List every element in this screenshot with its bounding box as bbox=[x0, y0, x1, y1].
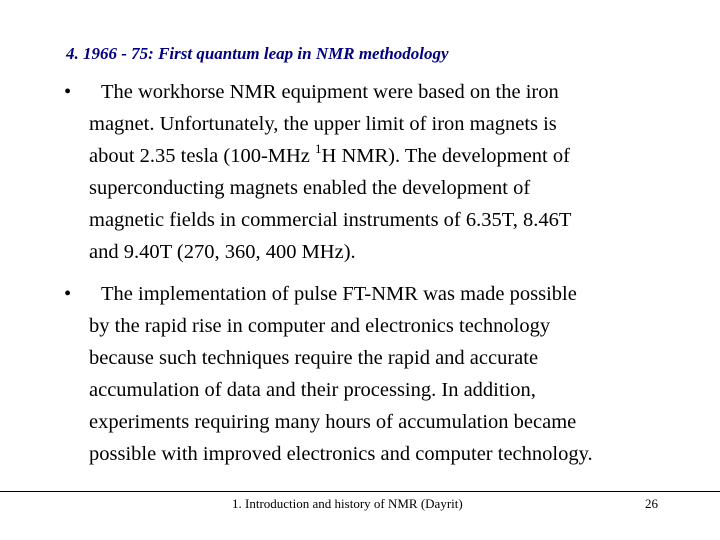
bullet-item-iron-magnets bbox=[64, 76, 684, 268]
bullet-1-line-1: The workhorse NMR equipment were based on the iron bbox=[101, 81, 559, 103]
bullet-1-line-2: magnet. Unfortunately, the upper limit of iron magnets is bbox=[89, 113, 557, 135]
bullet-1-line-3: about 2.35 tesla (100-MHz $^1$H NMR). The development of bbox=[89, 141, 570, 167]
bullet-icon: • bbox=[64, 81, 72, 103]
bullet-2-line-1: The implementation of pulse FT-NMR was made possible bbox=[101, 283, 577, 305]
page-number: 26 bbox=[645, 496, 658, 511]
bullet-2-line-5: experiments requiring many hours of accumulation became bbox=[89, 411, 577, 433]
bullet-2-line-2: by the rapid rise in computer and electronics technology bbox=[89, 315, 551, 337]
superscript-one: 1 bbox=[315, 141, 322, 157]
bullet-1-line-6: and 9.40T (270, 360, 400 MHz). bbox=[89, 241, 356, 263]
bullet-2-line-6: possible with improved electronics and computer technology. bbox=[89, 443, 593, 465]
footer-caption: 1. Introduction and history of NMR (Dayrit) bbox=[232, 496, 463, 511]
bullet-list bbox=[64, 76, 684, 480]
bullet-2-line-4: accumulation of data and their processing. In addition, bbox=[89, 379, 536, 401]
bullet-2-line-3: because such techniques require the rapid and accurate bbox=[89, 347, 539, 369]
bullet-1-line-5: magnetic fields in commercial instruments of 6.35T, 8.46T bbox=[89, 209, 572, 231]
bullet-1-line-4: superconducting magnets enabled the development of bbox=[89, 177, 531, 199]
bullet-item-pulse-ft-nmr bbox=[64, 278, 684, 470]
slide-title: 4. 1966 - 75: First quantum leap in NMR methodology bbox=[66, 44, 449, 63]
bullet-icon: • bbox=[64, 283, 72, 305]
footer-divider bbox=[0, 491, 720, 492]
